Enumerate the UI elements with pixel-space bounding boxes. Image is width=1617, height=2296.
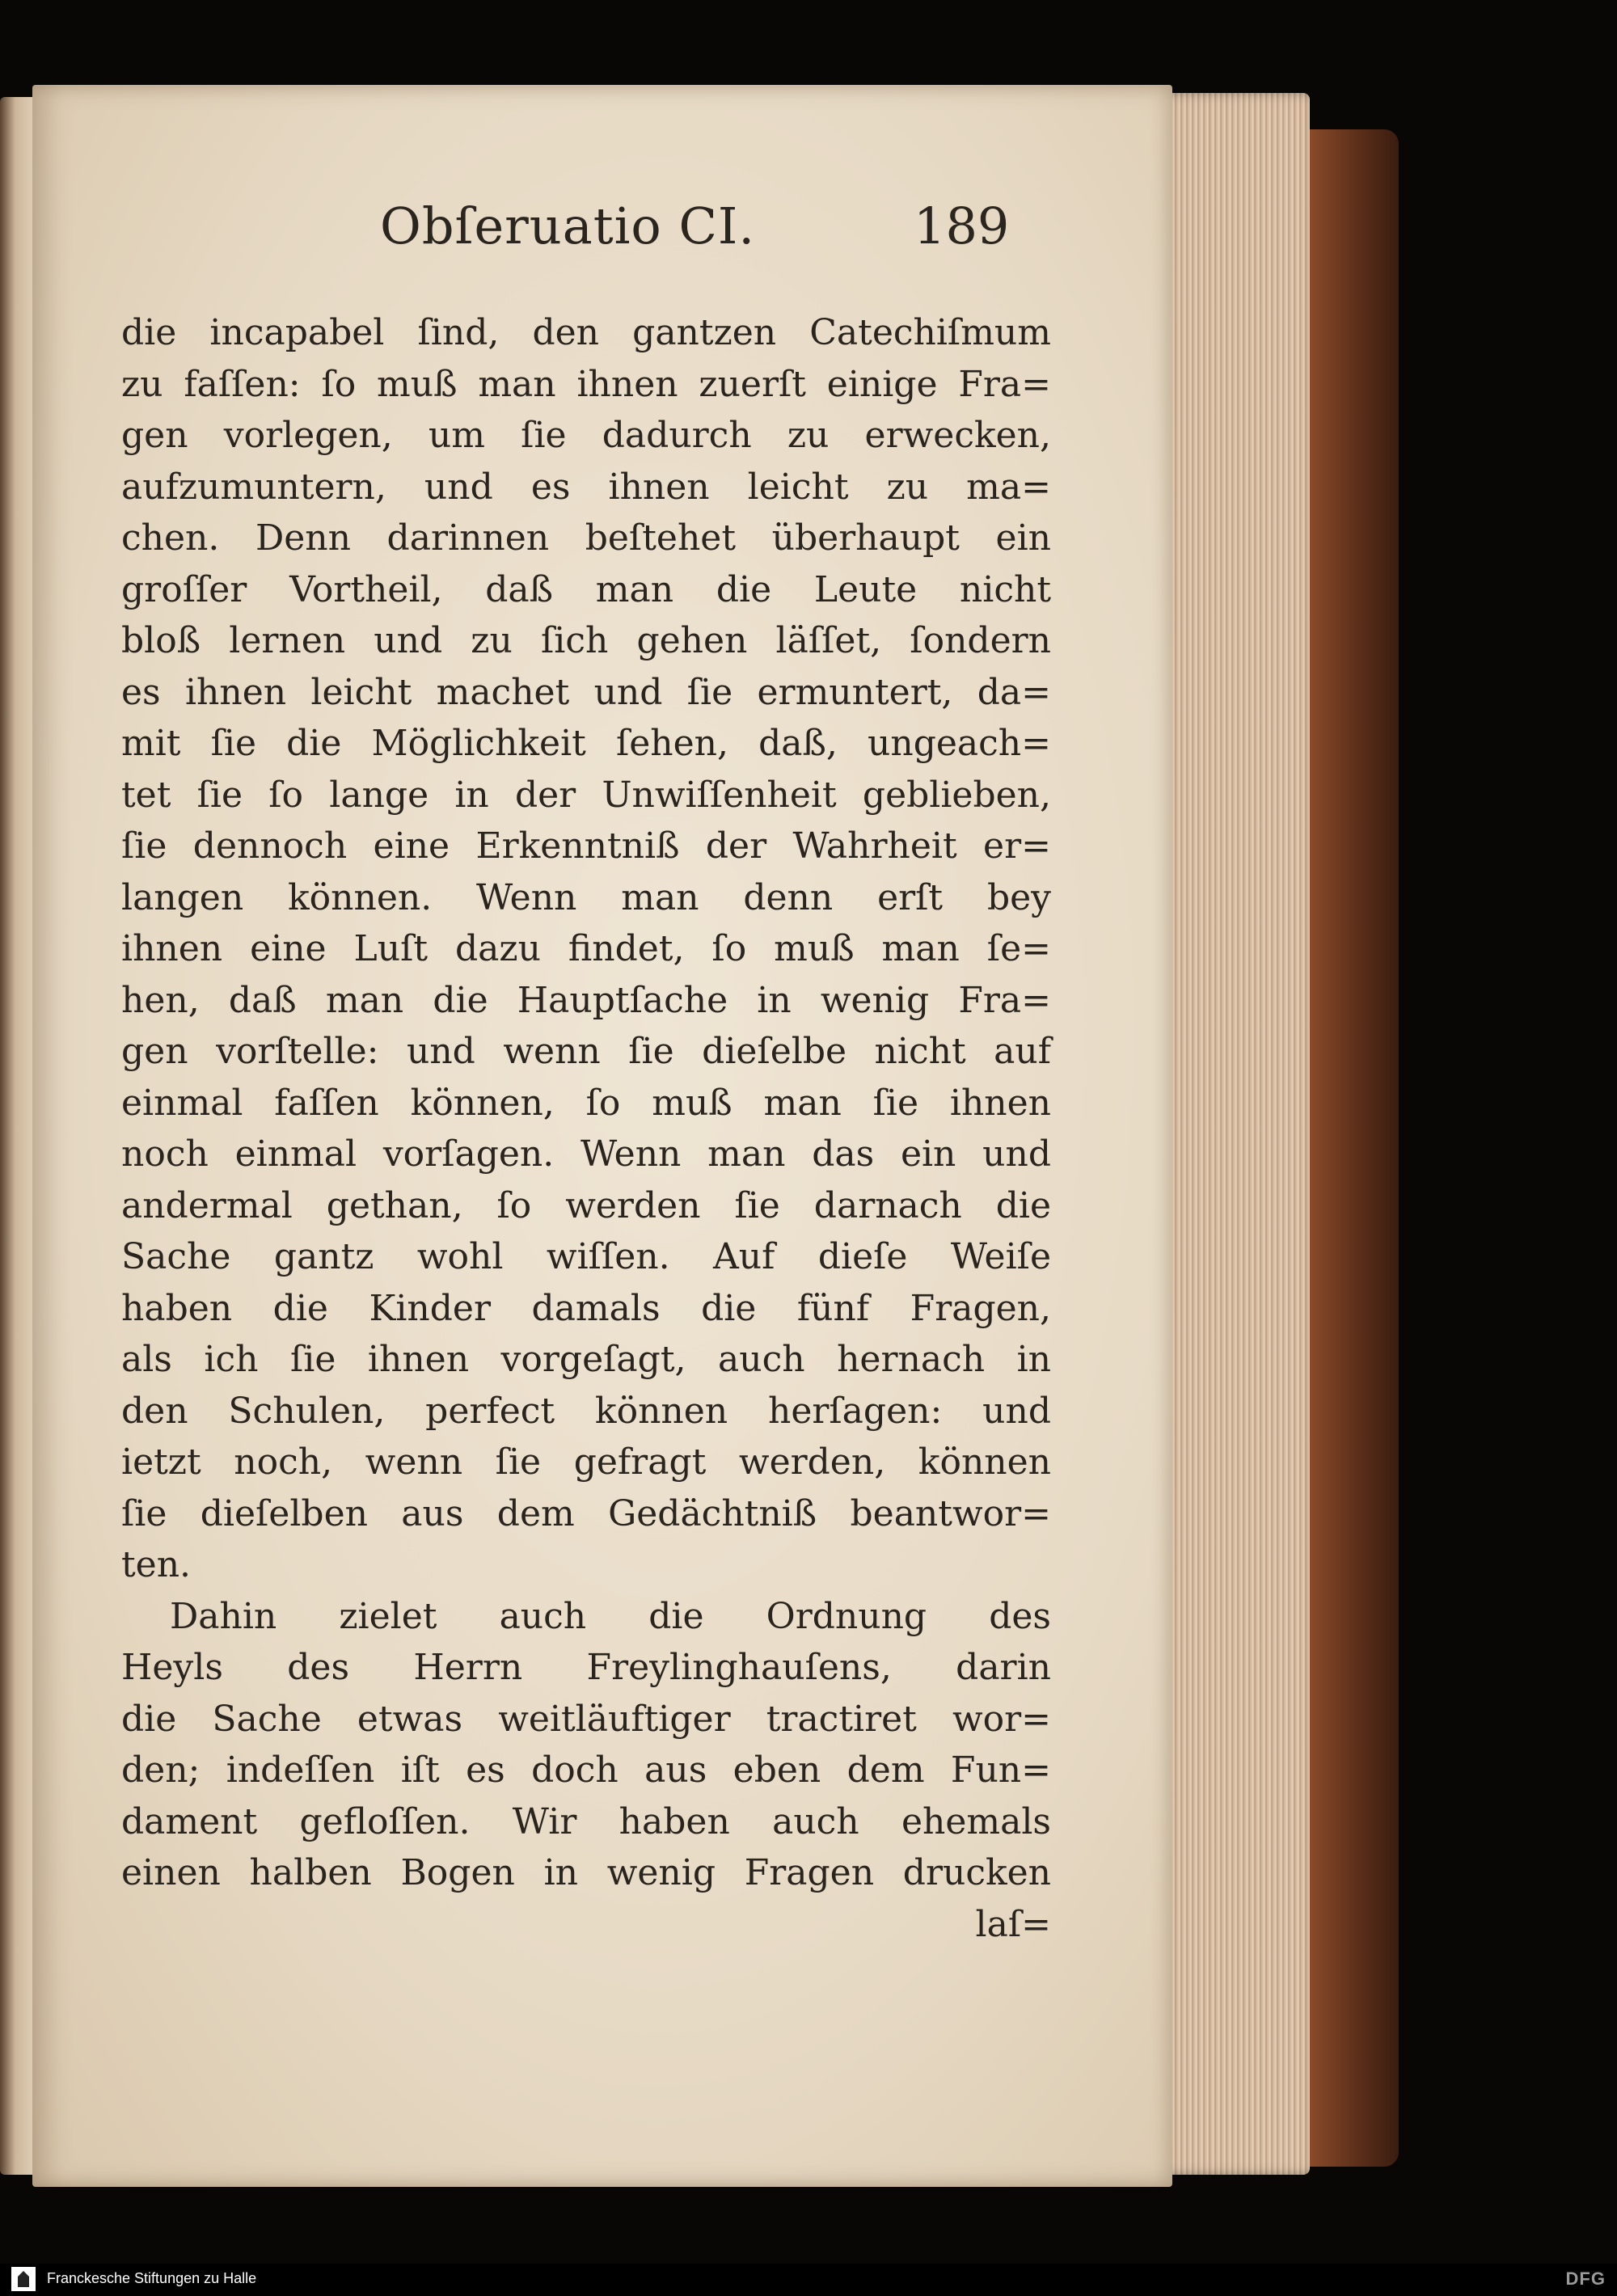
book-page [32, 85, 1172, 2187]
text-line: Heyls des Herrn Freylinghauſens, darin [121, 1647, 1051, 1688]
text-line: die Sache etwas weitläuftiger tractiret wor= [121, 1698, 1051, 1740]
text-line: einen halben Bogen in wenig Fragen drucken [121, 1852, 1051, 1893]
text-line: als ich ſie ihnen vorgeſagt, auch hernach in [121, 1339, 1051, 1380]
text-line: zu faſſen: ſo muß man ihnen zuerſt einige Fra= [121, 363, 1051, 405]
text-line: ihnen eine Luſt dazu findet, ſo muß man ſe= [121, 928, 1051, 969]
text-line: ſie dennoch eine Erkenntniß der Wahrheit er= [121, 825, 1051, 867]
text-line: Sache gantz wohl wiſſen. Auf dieſe Weiſe [121, 1236, 1051, 1277]
text-line: einmal faſſen können, ſo muß man ſie ihnen [121, 1082, 1051, 1124]
institution-logo-icon [11, 2267, 36, 2291]
text-line: gen vorſtelle: und wenn ſie dieſelbe nicht auf [121, 1031, 1051, 1072]
text-line: gen vorlegen, um ſie dadurch zu erwecken, [121, 415, 1051, 456]
text-line: es ihnen leicht machet und ſie ermuntert, da= [121, 671, 1051, 713]
text-line: Dahin zielet auch die Ordnung des [170, 1595, 1051, 1637]
running-head [32, 196, 1172, 277]
text-line: haben die Kinder damals die fünf Fragen, [121, 1287, 1051, 1329]
page-number: 189 [914, 196, 1010, 255]
dfg-logo: DFG [1565, 2269, 1606, 2289]
running-head-title: Obſeruatio CI. [380, 196, 756, 255]
text-line: die incapabel ſind, den gantzen Catechiſmum [121, 312, 1051, 353]
text-line: den Schulen, perfect können herſagen: und [121, 1390, 1051, 1432]
text-line: ſie dieſelben aus dem Gedächtniß beantwor= [121, 1492, 1051, 1534]
text-line: chen. Denn darinnen beſtehet überhaupt ein [121, 517, 1051, 559]
footer-institution-name: Franckesche Stiftungen zu Halle [47, 2270, 257, 2286]
body-text [121, 307, 1051, 1950]
text-line: ten. [121, 1544, 192, 1585]
page-stack-edge [1160, 93, 1310, 2175]
text-line: hen, daß man die Hauptſache in wenig Fra= [121, 979, 1051, 1021]
text-line: mit ſie die Möglichkeit ſehen, daß, ungeach= [121, 723, 1051, 764]
text-line: groſſer Vortheil, daß man die Leute nicht [121, 568, 1051, 610]
text-line: bloß lernen und zu ſich gehen läſſet, ſondern [121, 620, 1051, 661]
text-line: dament gefloſſen. Wir haben auch ehemals [121, 1800, 1051, 1842]
text-line: langen können. Wenn man denn erſt bey [121, 876, 1051, 918]
catchword: laſ= [975, 1903, 1051, 1945]
text-line: aufzumuntern, und es ihnen leicht zu ma= [121, 466, 1051, 508]
text-line: den; indeſſen iſt es doch aus eben dem Fun= [121, 1749, 1051, 1791]
text-line: noch einmal vorſagen. Wenn man das ein und [121, 1133, 1051, 1175]
text-line: ietzt noch, wenn ſie gefragt werden, können [121, 1441, 1051, 1483]
footer-bar [0, 2264, 1617, 2296]
text-line: andermal gethan, ſo werden ſie darnach die [121, 1184, 1051, 1226]
text-line: tet ſie ſo lange in der Unwiſſenheit geblieben, [121, 774, 1051, 816]
